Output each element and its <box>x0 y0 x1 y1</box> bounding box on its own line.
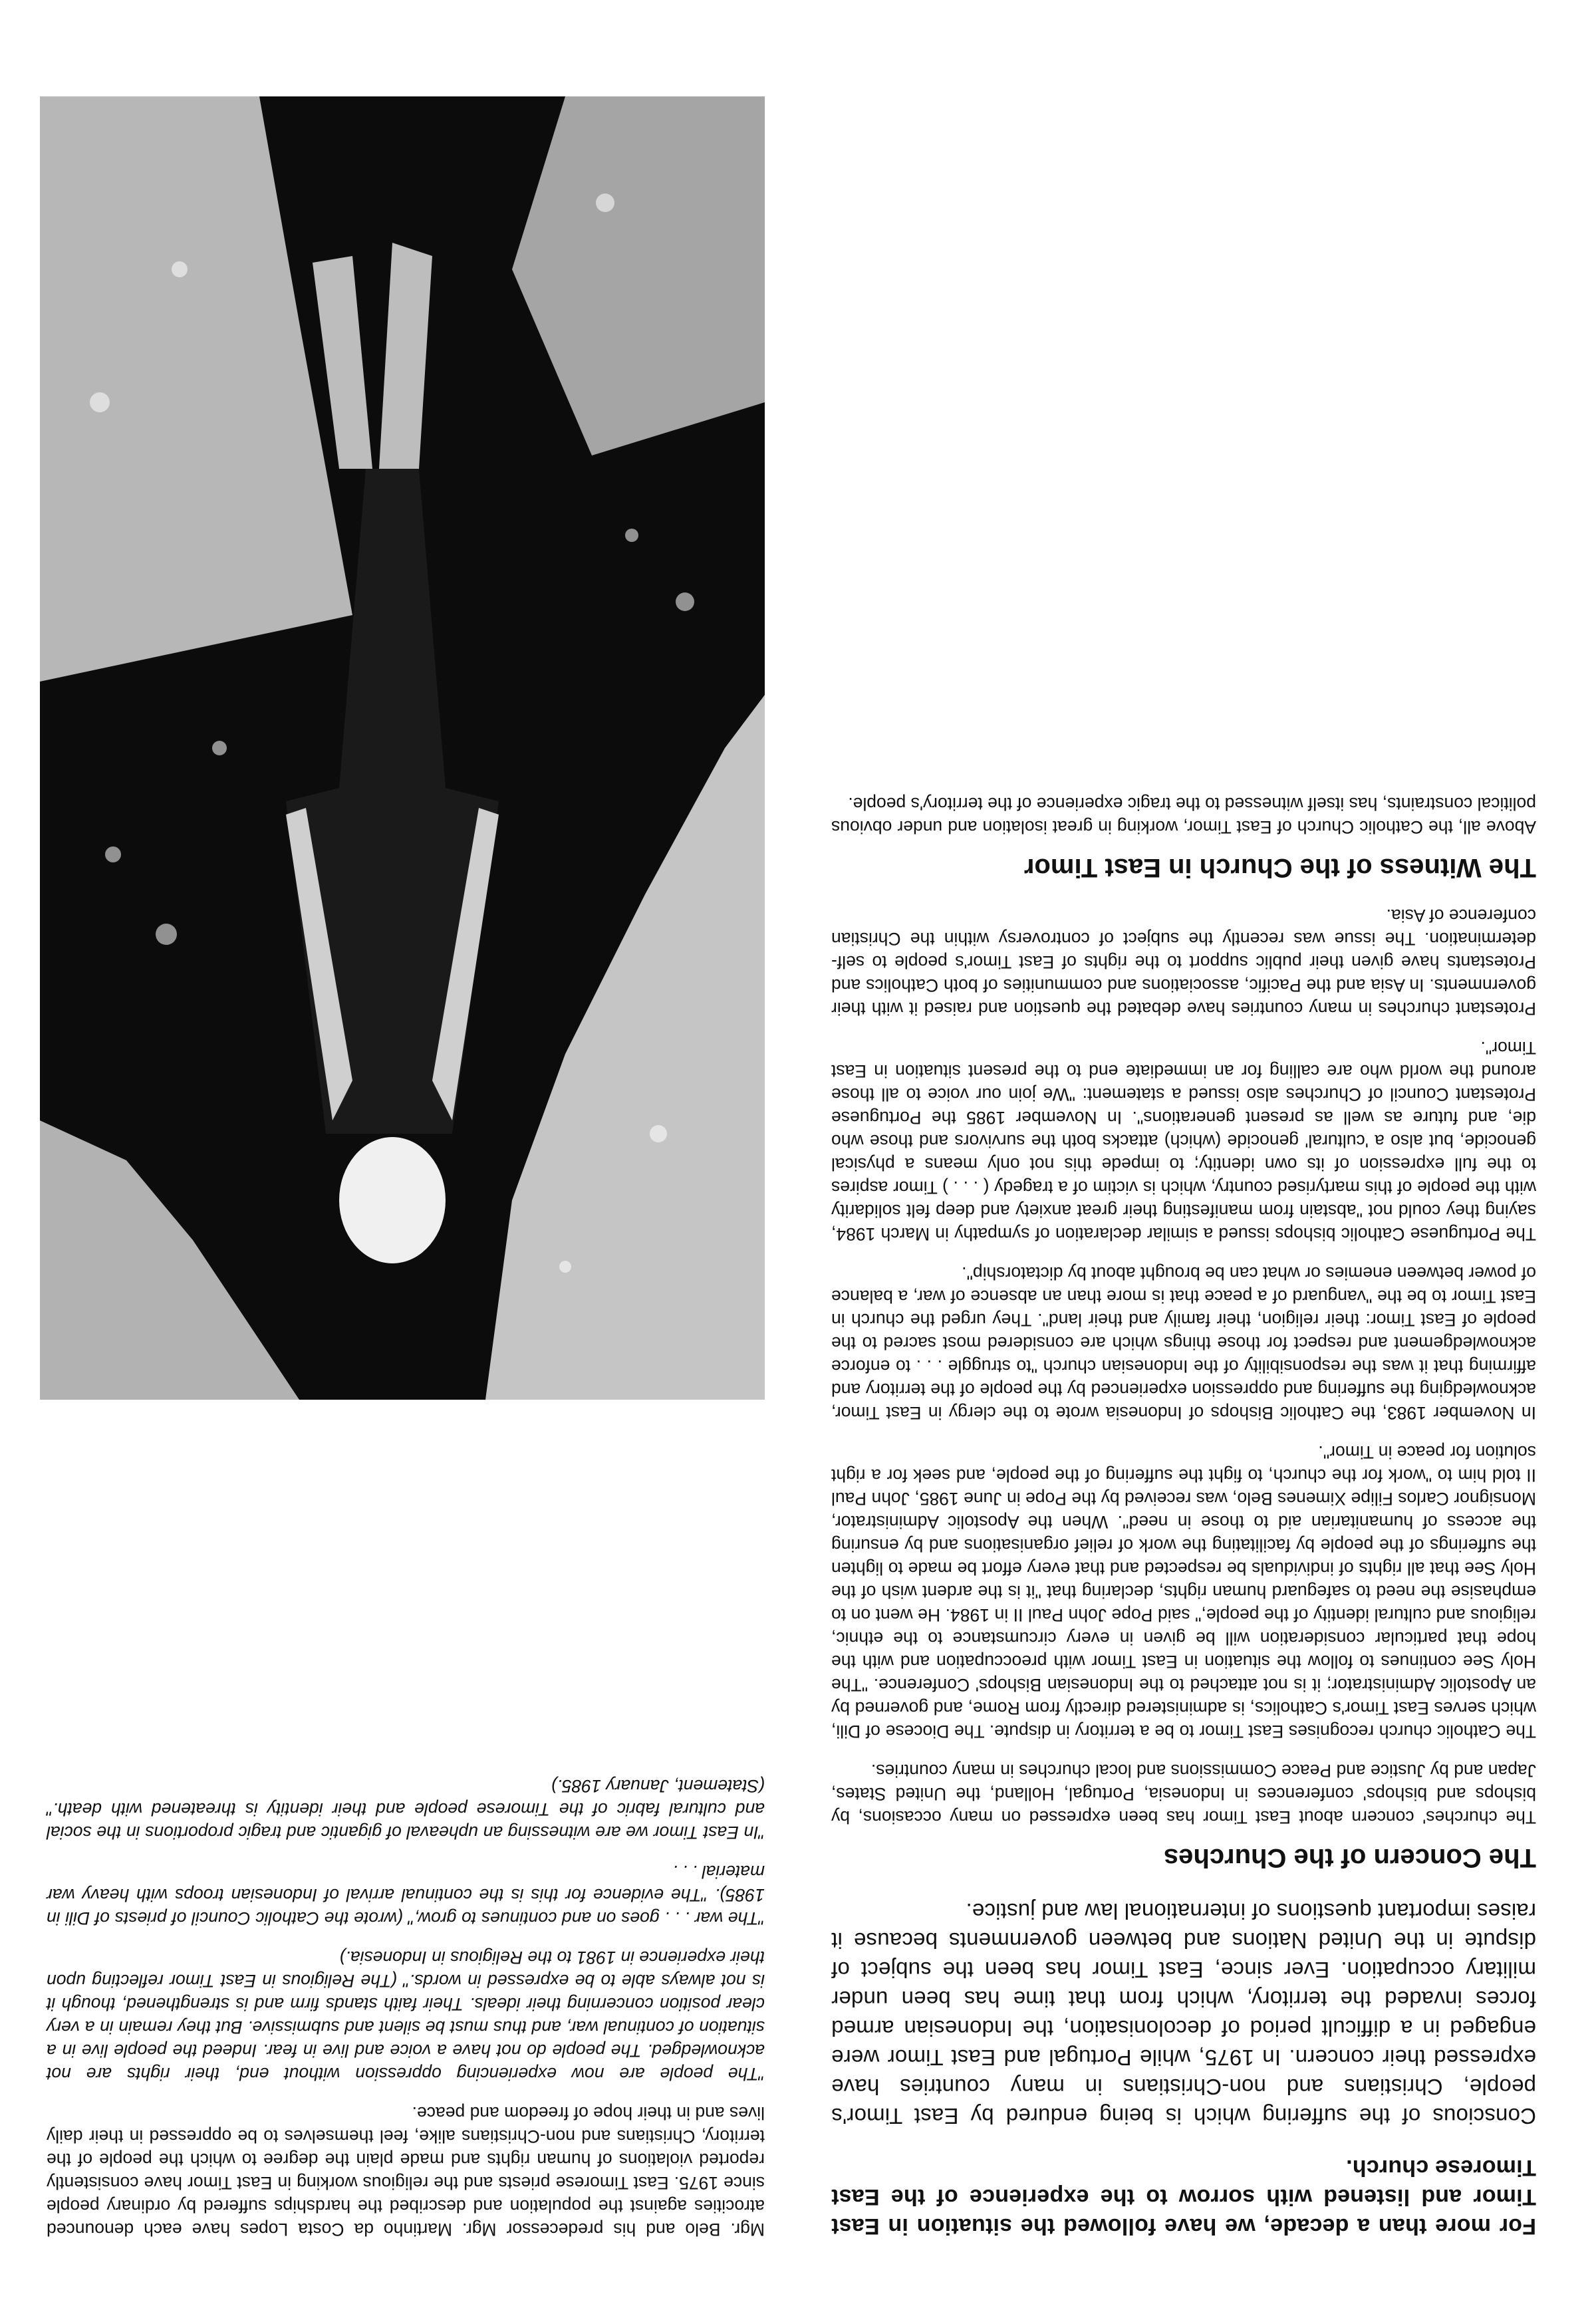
witness-paragraph: Above all, the Catholic Church of East Timor, working in great isolation and under obvious political constraints, has itself witnessed to the tragic experience of the territory's people. <box>831 794 1536 837</box>
right-column <box>47 1758 765 2241</box>
left-column <box>831 776 1536 2241</box>
concern-paragraph-5: Protestant churches in many countries have debated the question and raised it with their governments. In Asia and the Pacific, associations and communities of both Catholics and Protestants have given their public support to the rights of East Timor's people to self-determination. The issue was recently the subject of controversy within the Christian conference of Asia. <box>831 906 1536 1019</box>
photograph <box>40 96 765 1400</box>
concern-paragraph-2: The Catholic church recognises East Timor to be a territory in dispute. The Diocese of Dili, which serves East Timor's Catholics, is administered directly from Rome, and governed by an Apostolic Administrator; it is not attached to the Indonesian Bishops' Conference. "The Holy See continues to follow the situation in East Timor with preoccupation and with the hope that particular consideration will be given in every circumstance to the ethnic, religious and cultural identity of the people," said Pope John Paul II in 1984. He went on to emphasise the need to safeguard human rights, declaring that "it is the ardent wish of the Holy See that all rights of individuals be respected and that every effort be made to lighten the sufferings of the people by facilitating the work of relief organisations and by ensuring the access of humanitarian aid to those in need". When the Apostolic Administrator, Monsignor Carlos Filipe Ximenes Belo, was received by the Pope in June 1985, John Paul II told him to "work for the church, to fight the suffering of the people, and seek for a right solution for peace in Timor". <box>831 1442 1536 1741</box>
intro-bold: For more than a decade, we have followed the situation in East Timor and listened with sorrow to the experience of the East Timorese church. <box>831 2155 1536 2239</box>
quote-statement: "In East Timor we are witnessing an upheaval of gigantic and tragic proportions in the social and cultural fabric of the Timorese people and their identity is threatened with death." (Statement, January 1985.) <box>47 1776 765 1843</box>
concern-paragraph-3: In November 1983, the Catholic Bishops of Indonesia wrote to the clergy in East Timor, acknowledging the suffering and oppression experienced by the people of the territory and affirming that it was the responsibility of the Indonesian church "to struggle . . . to enforce acknowledgement and respect for those things which are considered most sacred to the people of East Timor: their religion, their family and their land". They urged the church in East Timor to be the "vanguard of a peace that is more than an absence of war, a balance of power between enemies or what can be brought about by dictatorship". <box>831 1263 1536 1423</box>
photograph-image <box>40 96 765 1400</box>
concern-paragraph-1: The churches' concern about East Timor has been expressed on many occasions, by bishops and bishops' conferences in Indonesia, Portugal, Holland, the United States, Japan and by Justice and Peace Commissions and local churches in many countries. <box>831 1761 1536 1827</box>
concern-paragraph-4: The Portuguese Catholic bishops issued a similar declaration of sympathy in March 1984, saying they could not "abstain from manifesting their great anxiety and deep felt solidarity with the people of this martyrised country, which is victim of a tragedy ( . . . ) Timor aspires to the full expression of its own identity; to impede this not only means a physical genocide, but also a 'cultural' genocide (which) attacks both the survivors and those who die, and future as well as present generations". In November 1985 the Portuguese Protestant Council of Churches also issued a statement: "We join our voice to all those around the world who are calling for an immediate end to the present situation in East Timor". <box>831 1038 1536 1244</box>
intro-paragraph: Conscious of the suffering which is being endured by East Timor's people, Christians and non-Christians in many countries have expressed their concern. In 1975, while Portugal and East Timor were engaged in a difficult period of decolonisation, the Indonesian armed forces invaded the territory, which from that time has been under military occupation. Ever since, East Timor has been the subject of dispute in the United Nations and between governments because it raises important questions of international law and justice. <box>831 1899 1536 2128</box>
quote-religious: "The people are now experiencing oppression without end, their rights are not acknowledged. The people do not have a voice and live in fear. Indeed the people live in a situation of continual war, and thus must be silent and submissive. But they remain in a very clear position concerning their ideals. Their faith stands firm and is strengthened, though it is not always able to be expressed in words." (The Religious in East Timor reflecting upon their experience in 1981 to the Religious in Indonesia.) <box>47 1948 765 2084</box>
witness-heading: The Witness of the Church in East Timor <box>1023 853 1536 882</box>
concern-heading: The Concern of the Churches <box>1163 1843 1536 1872</box>
quote-council-of-priests: "The war . . . goes on and continues to grow," (wrote the Catholic Council of priests of Dili in 1985). "The evidence for this is the continual arrival of Indonesian troops with heavy war material . . . <box>47 1862 765 1928</box>
belo-paragraph: Mgr. Belo and his predecessor Mgr. Martinho da Costa Lopes have each denounced atrocities against the population and described the hardships suffered by ordinary people since 1975. East Timorese priests and the religious working in East Timor have consistently reported violations of human rights and made plain the degree to which the people of the territory, Christians and non-Christians alike, feel themselves to be oppressed in their daily lives and in their hope of freedom and peace. <box>47 2103 765 2240</box>
